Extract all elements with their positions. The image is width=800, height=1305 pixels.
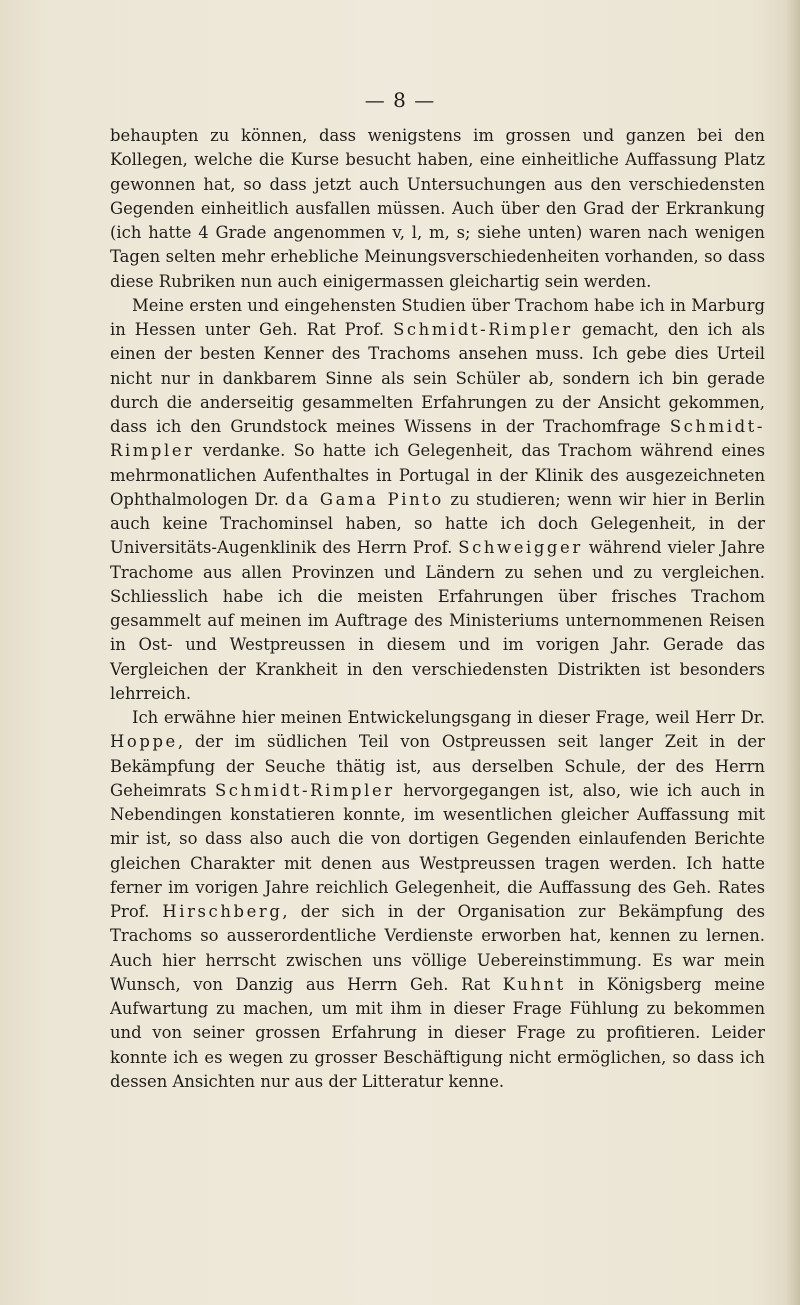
spaced-name-schweigger: Schweigger: [458, 538, 583, 558]
spaced-name-da-gama-pinto: da Gama Pinto: [285, 489, 444, 509]
spaced-name-schmidt-rimpler: Schmidt-Rimpler: [110, 417, 765, 461]
page-edge-shadow: [786, 0, 800, 1305]
text-segment: Meine ersten und eingehensten Studien über Trachom habe ich in Marburg in Hessen unter Geh. Rat Prof.: [110, 295, 765, 339]
spaced-name-kuhnt: Kuhnt: [502, 974, 566, 994]
text-segment: , der sich in der Organisation zur Bekämpfung des Trachoms so ausserordentliche Verdienste erworben hat, kennen zu lernen. Auch hier herrscht zwischen uns völlige Uebereinstimmung. Es war mein Wunsch, von Danzig aus Herrn Geh. Rat: [110, 902, 765, 994]
text-segment: verdanke. So hatte ich Gelegenheit, das Trachom während eines mehrmonatlichen Aufenthaltes in Portugal in der Klinik des ausgezeichneten Ophthalmologen Dr.: [110, 441, 765, 509]
text-segment: während vieler Jahre Trachome aus allen Provinzen und Ländern zu sehen und zu vergleichen. Schliesslich habe ich die meisten Erfahrungen über frisches Trachom gesammelt auf meinen im Auftrage des Ministeriums unternommenen Reisen in Ost- und Westpreussen in diesem und im vorigen Jahr. Gerade das Vergleichen der Krankheit in den verschiedensten Distrikten ist besonders lehrreich.: [110, 538, 765, 703]
paragraph-3: [110, 706, 765, 1094]
text-segment: , der im südlichen Teil von Ostpreussen seit langer Zeit in der Bekämpfung der Seuche thätig ist, aus derselben Schule, der des Herrn Geheimrats: [110, 732, 765, 800]
page-number: — 8 —: [364, 88, 436, 112]
body-text: [110, 124, 765, 1094]
paragraph-1: [110, 124, 765, 294]
spaced-name-schmidt-rimpler: Schmidt-Rimpler: [214, 780, 395, 800]
text-segment: zu studieren; wenn wir hier in Berlin auch keine Trachominsel haben, so hatte ich doch Gelegenheit, in der Universitäts-Augenklinik des Herrn Prof.: [110, 489, 765, 558]
text-segment: gemacht, den ich als einen der besten Kenner des Trachoms ansehen muss. Ich gebe dies Urteil nicht nur in dankbarem Sinne als sein Schüler ab, sondern ich bin gerade durch die anderseitig gesammelten Erfahrungen zu der Ansicht gekommen, dass ich den Grundstock meines Wissens in der Trachomfrage: [110, 320, 765, 436]
text-segment: behaupten zu können, dass wenigstens im grossen und ganzen bei den Kollegen, welche die Kurse besucht haben, eine einheitliche Auffassung Platz gewonnen hat, so dass jetzt auch Untersuchungen aus den verschiedensten Gegenden einheitlich ausfallen müssen. Auch über den Grad der Erkrankung (ich hatte 4 Grade angenommen v, l, m, s; siehe unten) waren nach wenigen Tagen selten mehr erhebliche Meinungsverschiedenheiten vorhanden, so dass diese Rubriken nun auch einigermassen gleichartig sein werden.: [110, 126, 765, 291]
spaced-name-hirschberg: Hirschberg: [162, 902, 283, 921]
text-segment: hervorgegangen ist, also, wie ich auch in Nebendingen konstatieren konnte, im wesentlichen gleicher Auffassung mit mir ist, so dass also auch die von dortigen Gegenden einlaufenden Berichte gleichen Charakter mit denen aus Westpreussen tragen werden. Ich hatte ferner im vorigen Jahre reichlich Gelegenheit, die Auffassung des Geh. Rates Prof.: [110, 780, 765, 921]
spaced-name-schmidt-rimpler: Schmidt-Rimpler: [393, 320, 573, 339]
text-segment: Ich erwähne hier meinen Entwickelungsgang in dieser Frage, weil Herr Dr.: [132, 708, 765, 727]
paragraph-2: [110, 294, 765, 706]
text-segment: in Königsberg meine Aufwartung zu machen, um mit ihm in dieser Frage Fühlung zu bekommen und von seiner grossen Erfahrung in dieser Frage zu profitieren. Leider konnte ich es wegen zu grosser Beschäftigung nicht ermöglichen, so dass ich dessen Ansichten nur aus der Litteratur kenne.: [110, 974, 765, 1091]
spaced-name-hoppe: Hoppe: [110, 732, 178, 752]
